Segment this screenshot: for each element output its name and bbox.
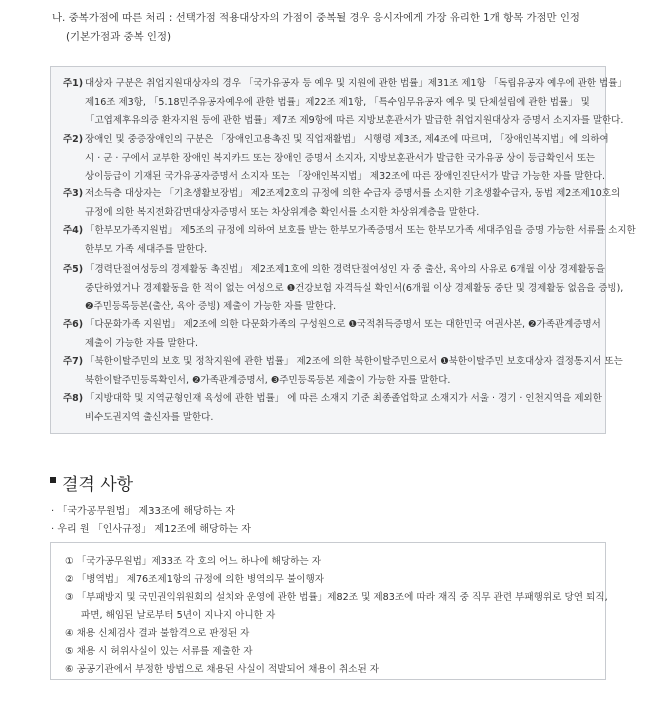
note-line: 「북한이탈주민의 보호 및 정착지원에 관한 법률」 제2조에 의한 북한이탈주민으로서 ❶북한이탈주민 보호대상자 결정통지서 또는 <box>85 356 623 367</box>
disqualification-item: ② 「병역법」 제76조제1항의 규정에 의한 병역의무 불이행자 <box>65 574 325 585</box>
section-title-text: 결격 사항 <box>62 475 134 495</box>
note-2 <box>63 131 609 187</box>
note-line: 북한이탈주민등록확인서, ❷가족관계증명서, ❸주민등록등본 제출이 가능한 자를 말한다. <box>85 374 451 386</box>
disqualification-item: ① 「국가공무원법」제33조 각 호의 어느 하나에 해당하는 자 <box>65 556 321 567</box>
note-line: 중단하였거나 경제활동을 한 적이 없는 여성으로 ❶건강보험 자격득실 확인서(6개월 이상 경제활동 중단 및 경제활동 없음을 증빙), <box>85 282 624 294</box>
rule-item: · 우리 원 「인사규정」 제12조에 해당하는 자 <box>51 524 251 535</box>
note-label: 주4) <box>63 225 84 236</box>
note-label: 주8) <box>63 393 84 404</box>
rules-list <box>51 503 251 539</box>
note-line: 「다문화가족 지원법」 제2조에 의한 다문화가족의 구성원으로 ❶국적취득증명서 또는 대한민국 여권사본, ❷가족관계증명서 <box>85 319 601 330</box>
note-line: 「지방대학 및 지역균형인재 육성에 관한 법률」 에 따른 소재지 기준 최종졸업학교 소재지가 서울 · 경기 · 인천지역을 제외한 <box>85 393 602 404</box>
note-line: 제출이 가능한 자를 말한다. <box>85 337 199 349</box>
note-label: 주1) <box>63 78 84 89</box>
disqualification-item: ④ 채용 신체검사 결과 불합격으로 판정된 자 <box>65 628 250 639</box>
intro-subline: (기본가점과 중복 인정) <box>66 31 172 43</box>
note-label: 주2) <box>63 134 84 145</box>
note-line: 저소득층 대상자는 「기초생활보장법」 제2조제2호의 규정에 의한 수급자 증명서를 소지한 기초생활수급자, 동법 제2조제10호의 <box>85 188 621 199</box>
disqualification-box <box>50 542 606 680</box>
note-line: 상이등급이 기재된 국가유공자증명서 소지자 또는 「장애인복지법」 제32조에 따른 장애인진단서가 발급 가능한 자를 말한다. <box>85 171 606 182</box>
note-line: 「경력단절여성등의 경제활동 촉진법」 제2조제1호에 의한 경력단절여성인 자 중 출산, 육아의 사유로 6개월 이상 경제활동을 <box>85 264 605 275</box>
disqualification-item-continued: 파면, 해임된 날로부터 5년이 지나지 아니한 자 <box>81 610 276 621</box>
note-6 <box>63 316 601 353</box>
note-8 <box>63 390 602 427</box>
note-line: 「한부모가족지원법」 제5조의 규정에 의하여 보호를 받는 한부모가족증명서 또는 한부모가족 세대주임을 증명 가능한 서류를 소지한 <box>85 225 636 236</box>
note-line: 대상자 구분은 취업지원대상자의 경우 「국가유공자 등 예우 및 지원에 관한 법률」제31조 제1항 「독립유공자 예우에 관한 법률」 <box>85 78 627 89</box>
note-7 <box>63 353 623 390</box>
note-1 <box>63 75 627 131</box>
intro-paragraph <box>52 9 642 47</box>
note-5 <box>63 261 623 317</box>
note-label: 주6) <box>63 319 84 330</box>
note-line: 비수도권지역 출신자를 말한다. <box>85 411 214 423</box>
note-line: ❷주민등록등본(출산, 육아 증빙) 제출이 가능한 자를 말한다. <box>85 301 337 312</box>
note-line: 제16조 제3항, 「5.18민주유공자예우에 관한 법률」제22조 제1항, 「특수임무유공자 예우 및 단체설립에 관한 법률」 및 <box>85 96 590 108</box>
section-title <box>50 470 133 495</box>
note-line: 「고엽제후유의증 환자지원 등에 관한 법률」제7조 제9항에 따른 지방보훈관서가 발급한 취업지원대상자 증명서 소지자를 말한다. <box>85 115 624 126</box>
disqualification-list <box>65 553 608 679</box>
note-line: 장애인 및 중증장애인의 구분은 「장애인고용촉진 및 직업재활법」 시행령 제3조, 제4조에 따르며, 「장애인복지법」에 의하여 <box>85 134 609 145</box>
note-line: 시 · 군 · 구에서 교부한 장애인 복지카드 또는 장애인 증명서 소지자, 지방보훈관서가 발급한 국가유공 상이 등급확인서 또는 <box>85 152 596 164</box>
note-3 <box>63 185 620 222</box>
note-label: 주7) <box>63 356 84 367</box>
note-label: 주5) <box>63 264 84 275</box>
disqualification-item: ⑥ 공공기관에서 부정한 방법으로 채용된 사실이 적발되어 채용이 취소된 자 <box>65 664 380 675</box>
note-line: 한부모 가족 세대주를 말한다. <box>85 243 208 255</box>
square-bullet-icon <box>50 477 56 483</box>
intro-line: 나. 중복가점에 따른 처리 : 선택가점 적용대상자의 가점이 중복될 경우 응시자에게 가장 유리한 1개 항목 가점만 인정 <box>52 12 580 24</box>
note-4 <box>63 222 636 259</box>
disqualification-item: ⑤ 채용 시 허위사실이 있는 서류를 제출한 자 <box>65 646 253 657</box>
rule-item: · 「국가공무원법」 제33조에 해당하는 자 <box>51 506 235 517</box>
note-label: 주3) <box>63 188 84 199</box>
note-line: 규정에 의한 복지전화감면대상자증명서 또는 차상위계층 확인서를 소지한 차상위계층을 말한다. <box>85 206 480 218</box>
notes-box <box>50 66 636 434</box>
disqualification-item: ③ 「부패방지 및 국민권익위원회의 설치와 운영에 관한 법률」제82조 및 제83조에 따라 재직 중 직무 관련 부패행위로 당연 퇴직, <box>65 592 608 603</box>
